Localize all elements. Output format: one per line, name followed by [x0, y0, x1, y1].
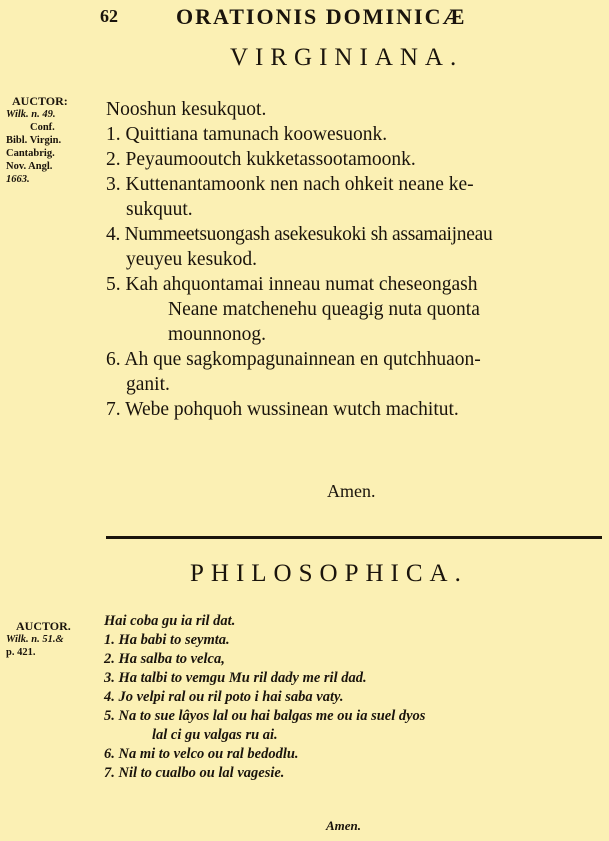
prayer-line: ganit. [126, 374, 170, 395]
prayer-line: 7. Webe pohquoh wussinean wutch machitut. [106, 399, 459, 420]
margin-note-line: AUCTOR. [16, 619, 71, 633]
margin-note-line: Wilk. n. 49. [6, 109, 56, 120]
margin-note-line: 1663. [6, 174, 30, 185]
prayer-line: 5. Kah ahquontamai inneau numat cheseongash [106, 274, 478, 295]
prayer-line: lal ci gu valgas ru ai. [152, 727, 278, 743]
section-divider [106, 536, 602, 539]
running-header [0, 2, 609, 32]
prayer-line: Nooshun kesukquot. [106, 99, 267, 120]
prayer-line: 5. Na to sue lâyos lal ou hai balgas me ou ia suel dyos [104, 708, 426, 724]
prayer-line: Neane matchenehu queagig nuta quonta [168, 299, 480, 320]
margin-note-line: Conf. [30, 122, 55, 133]
prayer-line: Hai coba gu ia ril dat. [104, 613, 236, 629]
margin-note-line: Wilk. n. 51.& [6, 634, 64, 645]
virginiana-prayer [106, 97, 492, 422]
running-title: ORATIONIS DOMINICÆ [176, 4, 467, 29]
prayer-line: 6. Ah que sagkompagunainnean en qutchhuaon- [106, 349, 481, 370]
margin-note-line: Nov. Angl. [6, 161, 53, 172]
prayer-line: 6. Na mi to velco ou ral bedodlu. [104, 746, 299, 762]
prayer-line: 7. Nil to cualbo ou lal vagesie. [104, 765, 285, 781]
prayer-line: yeuyeu kesukod. [126, 249, 258, 270]
prayer-line: 2. Peyaumooutch kukketassootamoonk. [106, 149, 416, 170]
prayer-line: sukquut. [126, 199, 193, 220]
margin-note-philosophica [6, 620, 71, 659]
margin-note-virginiana [6, 95, 68, 186]
prayer-line: mounnonog. [168, 324, 267, 345]
prayer-line: 3. Ha talbi to vemgu Mu ril dady me ril dad. [104, 670, 367, 686]
prayer-line: 4. Jo velpi ral ou ril poto i hai saba vaty. [104, 689, 344, 705]
margin-note-line: Cantabrig. [6, 148, 55, 159]
margin-note-line: AUCTOR: [12, 94, 68, 108]
prayer-line: 1. Quittiana tamunach koowesuonk. [106, 124, 388, 145]
page-number: 62 [100, 6, 118, 26]
amen-virginiana: Amen. [327, 481, 376, 501]
prayer-line: 1. Ha babi to seymta. [104, 632, 230, 648]
prayer-line: 4. Nummeetsuongash asekesukoki sh assamaijneau [106, 224, 493, 245]
section-title-philosophica: PHILOSOPHICA. [190, 560, 468, 587]
margin-note-line: Bibl. Virgin. [6, 135, 62, 146]
prayer-line: 2. Ha salba to velca, [104, 651, 225, 667]
section-title-virginiana: VIRGINIANA. [230, 44, 464, 71]
margin-note-line: p. 421. [6, 647, 36, 658]
prayer-line: 3. Kuttenantamoonk nen nach ohkeit neane ke- [106, 174, 474, 195]
amen-philosophica: Amen. [326, 818, 362, 833]
philosophica-prayer [104, 612, 425, 783]
